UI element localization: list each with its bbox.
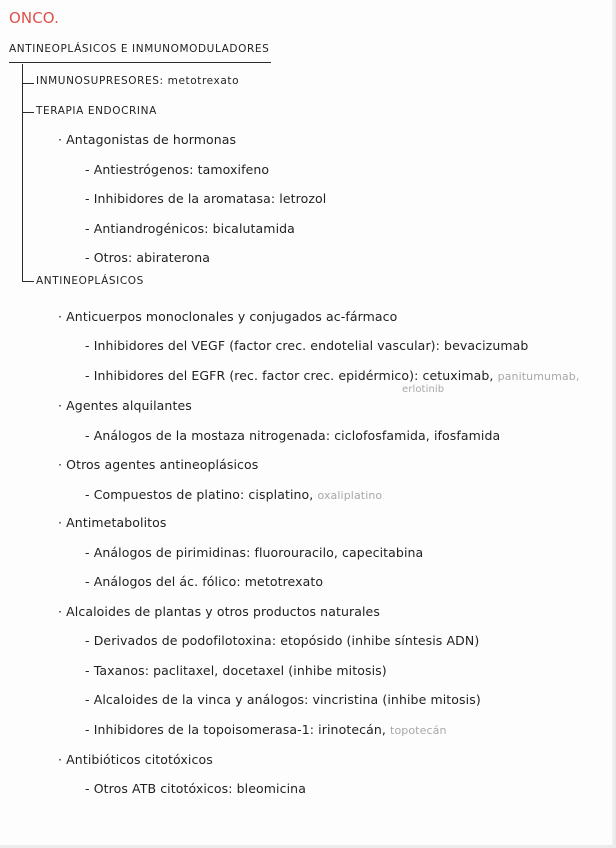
list-item-vinca: - Alcaloides de la vinca y análogos: vincristina (inhibe mitosis) xyxy=(85,692,481,707)
list-item-inhib-vegf: - Inhibidores del VEGF (factor crec. endotelial vascular): bevacizumab xyxy=(85,338,529,353)
heading-inmunosupresores: INMUNOSUPRESORES: metotrexato xyxy=(36,75,240,87)
list-item-otros-agentes-text: Otros agentes antineoplásicos xyxy=(66,457,259,472)
list-item-inhib-egfr-text: Inhibidores del EGFR (rec. factor crec. epidérmico): cetuximab, xyxy=(93,368,494,383)
list-item-ac-folico-text: Análogos del ác. fólico: metotrexato xyxy=(93,574,324,589)
list-item-podofilotoxina-text: Derivados de podofilotoxina: etopósido (inhibe síntesis ADN) xyxy=(93,633,480,648)
list-item-pirimidinas-text: Análogos de pirimidinas: fluorouracilo, capecitabina xyxy=(93,545,424,560)
list-item-alcaloides: · Alcaloides de plantas y otros productos naturales xyxy=(58,604,380,619)
list-item-platino: - Compuestos de platino: cisplatino, oxaliplatino xyxy=(85,487,383,502)
list-item-antiandrogenos: - Antiandrogénicos: bicalutamida xyxy=(85,221,295,236)
list-item-antibioticos-text: Antibióticos citotóxicos xyxy=(66,752,213,767)
heading-terapia-endocrina: TERAPIA ENDOCRINA xyxy=(36,105,157,117)
list-item-alquilantes-text: Agentes alquilantes xyxy=(66,398,192,413)
list-item-taxanos-text: Taxanos: paclitaxel, docetaxel (inhibe mitosis) xyxy=(93,663,387,678)
tree-connector-vertical xyxy=(22,64,23,282)
list-item-inhib-egfr-grey-2: erlotinib xyxy=(402,384,445,395)
list-item-inhib-egfr: - Inhibidores del EGFR (rec. factor crec. epidérmico): cetuximab, panitumumab, xyxy=(85,368,580,383)
list-item-antagonistas-text: Antagonistas de hormonas xyxy=(66,132,237,147)
list-item-antiestrogenos-text: Antiestrógenos: tamoxifeno xyxy=(93,162,270,177)
list-item-mostaza-text: Análogos de la mostaza nitrogenada: ciclofosfamida, ifosfamida xyxy=(93,428,501,443)
list-item-alcaloides-text: Alcaloides de plantas y otros productos naturales xyxy=(66,604,380,619)
list-item-anticuerpos-text: Anticuerpos monoclonales y conjugados ac-fármaco xyxy=(66,309,398,324)
tree-connector-inmunosupresores xyxy=(22,83,34,84)
list-item-otros-endocrina-text: Otros: abiraterona xyxy=(93,250,210,265)
list-item-topoisomerasa-text: Inhibidores de la topoisomerasa-1: irinotecán, xyxy=(93,722,386,737)
list-item-pirimidinas: - Análogos de pirimidinas: fluorouracilo, capecitabina xyxy=(85,545,424,560)
list-item-ac-folico: - Análogos del ác. fólico: metotrexato xyxy=(85,574,324,589)
list-item-alquilantes: · Agentes alquilantes xyxy=(58,398,192,413)
page-right-edge xyxy=(612,0,616,848)
list-item-platino-text: Compuestos de platino: cisplatino, xyxy=(93,487,314,502)
list-item-inhib-egfr-grey-1: panitumumab, xyxy=(497,370,580,383)
list-item-antibioticos: · Antibióticos citotóxicos xyxy=(58,752,213,767)
list-item-antiandrogenos-text: Antiandrogénicos: bicalutamida xyxy=(93,221,295,236)
tree-connector-terapia xyxy=(22,112,34,113)
list-item-antagonistas: · Antagonistas de hormonas xyxy=(58,132,237,147)
list-item-mostaza: - Análogos de la mostaza nitrogenada: ciclofosfamida, ifosfamida xyxy=(85,428,501,443)
list-item-otros-endocrina: - Otros: abiraterona xyxy=(85,250,210,265)
tree-connector-antineoplasicos xyxy=(22,281,34,282)
subject-header: ONCO. xyxy=(9,9,59,27)
list-item-topoisomerasa: - Inhibidores de la topoisomerasa-1: irinotecán, topotecán xyxy=(85,722,447,737)
list-item-antimetabolitos: · Antimetabolitos xyxy=(58,515,167,530)
list-item-vinca-text: Alcaloides de la vinca y análogos: vincristina (inhibe mitosis) xyxy=(93,692,481,707)
page-title: ANTINEOPLÁSICOS E INMUNOMODULADORES xyxy=(9,43,270,55)
list-item-inhib-aromatasa: - Inhibidores de la aromatasa: letrozol xyxy=(85,191,327,206)
title-underline xyxy=(9,62,271,63)
heading-antineoplasicos: ANTINEOPLÁSICOS xyxy=(36,275,144,287)
list-item-antimetabolitos-text: Antimetabolitos xyxy=(66,515,167,530)
list-item-otros-agentes: · Otros agentes antineoplásicos xyxy=(58,457,259,472)
list-item-topoisomerasa-grey: topotecán xyxy=(390,724,447,737)
list-item-inhib-aromatasa-text: Inhibidores de la aromatasa: letrozol xyxy=(93,191,327,206)
list-item-otros-atb: - Otros ATB citotóxicos: bleomicina xyxy=(85,781,306,796)
list-item-inhib-vegf-text: Inhibidores del VEGF (factor crec. endotelial vascular): bevacizumab xyxy=(93,338,529,353)
list-item-anticuerpos: · Anticuerpos monoclonales y conjugados ac-fármaco xyxy=(58,309,398,324)
list-item-antiestrogenos: - Antiestrógenos: tamoxifeno xyxy=(85,162,270,177)
list-item-otros-atb-text: Otros ATB citotóxicos: bleomicina xyxy=(93,781,306,796)
list-item-podofilotoxina: - Derivados de podofilotoxina: etopósido (inhibe síntesis ADN) xyxy=(85,633,480,648)
list-item-taxanos: - Taxanos: paclitaxel, docetaxel (inhibe mitosis) xyxy=(85,663,387,678)
list-item-platino-grey: oxaliplatino xyxy=(317,489,383,502)
